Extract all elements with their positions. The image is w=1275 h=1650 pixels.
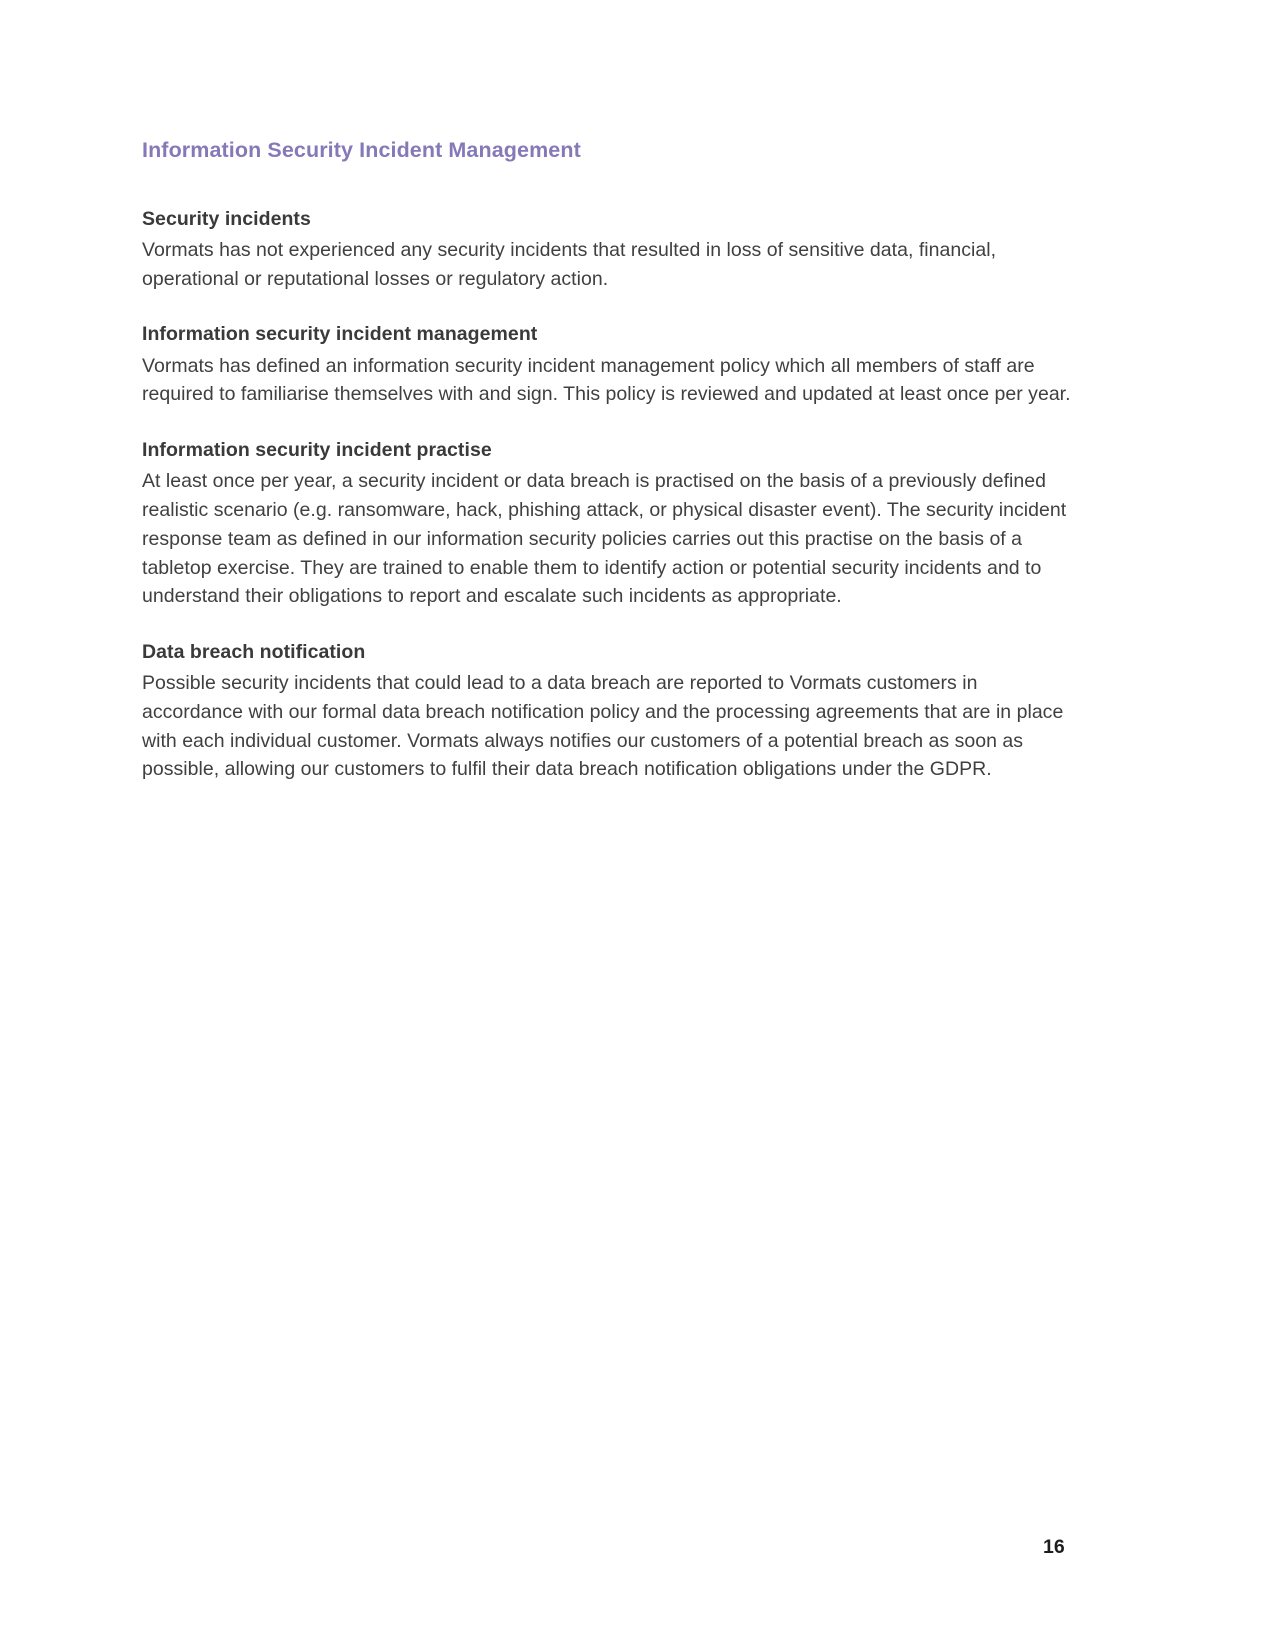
- section-body: Vormats has not experienced any security incidents that resulted in loss of sensitive data, financial, operational or reputational losses or regulatory action.: [142, 239, 997, 290]
- section-heading: Security incidents: [142, 207, 311, 230]
- page-title: Information Security Incident Management: [142, 138, 581, 162]
- section-security-incidents: [142, 205, 1074, 294]
- document-content: [142, 138, 1074, 784]
- section-data-breach-notification: [142, 638, 1074, 784]
- section-heading: Information security incident management: [142, 323, 538, 346]
- section-body: Vormats has defined an information security incident management policy which all members of staff are required to familiarise themselves with and sign. This policy is reviewed and updated at least once per year.: [142, 354, 1071, 406]
- page-number: 16: [1043, 1536, 1065, 1558]
- section-heading: Information security incident practise: [142, 439, 492, 462]
- section-incident-management: [142, 320, 1074, 409]
- section-body: At least once per year, a security incident or data breach is practised on the basis of a previously defined realistic scenario (e.g. ransomware, hack, phishing attack, or physical disaster event). The security incident response team as defined in our information security policies carries out this practise on the basis of a tabletop exercise. They are trained to enable them to identify action or potential security incidents and to understand their obligations to report and escalate such incidents as appropriate.: [142, 470, 1067, 608]
- section-incident-practise: [142, 436, 1074, 611]
- section-heading: Data breach notification: [142, 640, 366, 663]
- section-body: Possible security incidents that could lead to a data breach are reported to Vormats customers in accordance with our formal data breach notification policy and the processing agreements that are in place with each individual customer. Vormats always notifies our customers of a potential breach as soon as possible, allowing our customers to fulfil their data breach notification obligations under the GDPR.: [142, 672, 1064, 781]
